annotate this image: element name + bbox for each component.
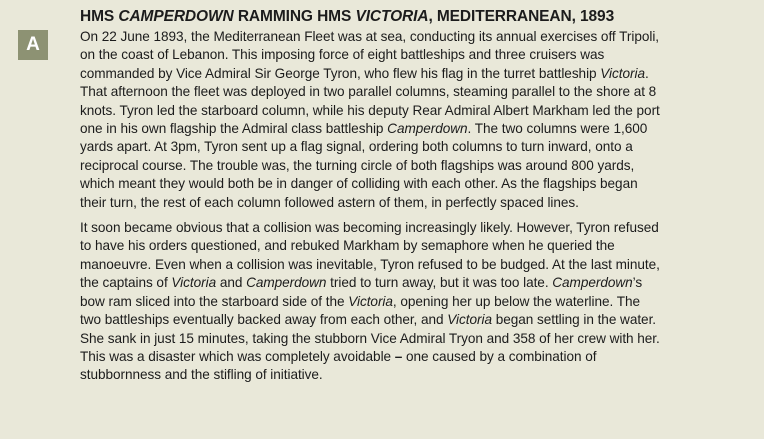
ship-name: Victoria	[447, 312, 492, 328]
article-body	[80, 28, 754, 385]
text-segment: on the coast of Lebanon. This imposing force of eight battleships and three cruisers was	[80, 47, 605, 63]
text-segment: RAMMING HMS	[233, 8, 356, 25]
text-segment: tried to turn away, but it was too late.	[326, 275, 553, 291]
text-segment: HMS	[80, 8, 119, 25]
text-segment: This was a disaster which was completely avoidable	[80, 348, 395, 364]
text-segment: stubbornness and the stifling of initiative.	[80, 367, 323, 383]
text-segment: That afternoon the fleet was deployed in two parallel columns, steaming parallel to the shore at 8	[80, 84, 657, 100]
ship-name: Camperdown	[387, 121, 468, 137]
text-segment: . The two columns were 1,600	[467, 121, 648, 137]
text-segment: It soon became obvious that a collision was becoming increasingly likely. However, Tyron refused	[80, 220, 659, 236]
article	[80, 7, 754, 385]
text-segment: , MEDITERRANEAN, 1893	[428, 8, 615, 25]
ship-name: Victoria	[348, 293, 393, 309]
text-segment: one caused by a combination of	[402, 348, 597, 364]
text-segment: the captains of	[80, 275, 172, 291]
text-segment: to have his orders questioned, and rebuked Markham by semaphore when he queried the	[80, 238, 615, 254]
text-segment: commanded by Vice Admiral Sir George Tyron, who flew his flag in the turret battleship	[80, 65, 601, 81]
text-segment: one in his own flagship the Admiral class battleship	[80, 121, 388, 137]
text-segment: yards apart. At 3pm, Tyron sent up a flag signal, ordering both columns to turn inward, onto a	[80, 139, 633, 155]
text-segment: bow ram sliced into the starboard side of the	[80, 293, 349, 309]
text-segment: reciprocal course. The trouble was, the turning circle of both flagships was around 800 yards,	[80, 157, 635, 173]
paragraph	[80, 219, 754, 385]
article-heading	[80, 7, 754, 27]
text-segment: .	[644, 65, 649, 81]
paragraph	[80, 28, 754, 212]
ship-name: CAMPERDOWN	[118, 8, 234, 25]
section-badge	[18, 30, 48, 60]
text-segment: knots. Tyron led the starboard column, while his deputy Rear Admiral Albert Markham led the port	[80, 102, 660, 118]
ship-name: Camperdown	[552, 275, 633, 291]
text-segment: began settling in the water.	[491, 312, 657, 328]
text-segment: manoeuvre. Even when a collision was inevitable, Tyron refused to be budged. At the last minute,	[80, 256, 660, 272]
text-segment: ’s	[632, 275, 643, 291]
text-segment: two battleships eventually backed away from each other, and	[80, 312, 448, 328]
ship-name: Victoria	[600, 65, 645, 81]
ship-name: Victoria	[171, 275, 217, 291]
text-segment: which meant they would both be in danger of colliding with each other. As the flagships began	[80, 176, 638, 192]
text-segment: their turn, the rest of each column followed astern of them, in perfectly spaced lines.	[80, 194, 579, 210]
text-segment: She sank in just 15 minutes, taking the stubborn Vice Admiral Tryon and 358 of her crew with her.	[80, 330, 660, 346]
text-segment: , opening her up below the waterline. The	[392, 293, 640, 309]
text-segment: On 22 June 1893, the Mediterranean Fleet was at sea, conducting its annual exercises off Tripoli,	[80, 29, 660, 44]
text-segment: –	[394, 348, 403, 364]
section-badge-label: A	[26, 34, 40, 55]
text-segment: and	[216, 275, 247, 291]
ship-name: Camperdown	[246, 275, 327, 291]
ship-name: VICTORIA	[355, 8, 429, 25]
